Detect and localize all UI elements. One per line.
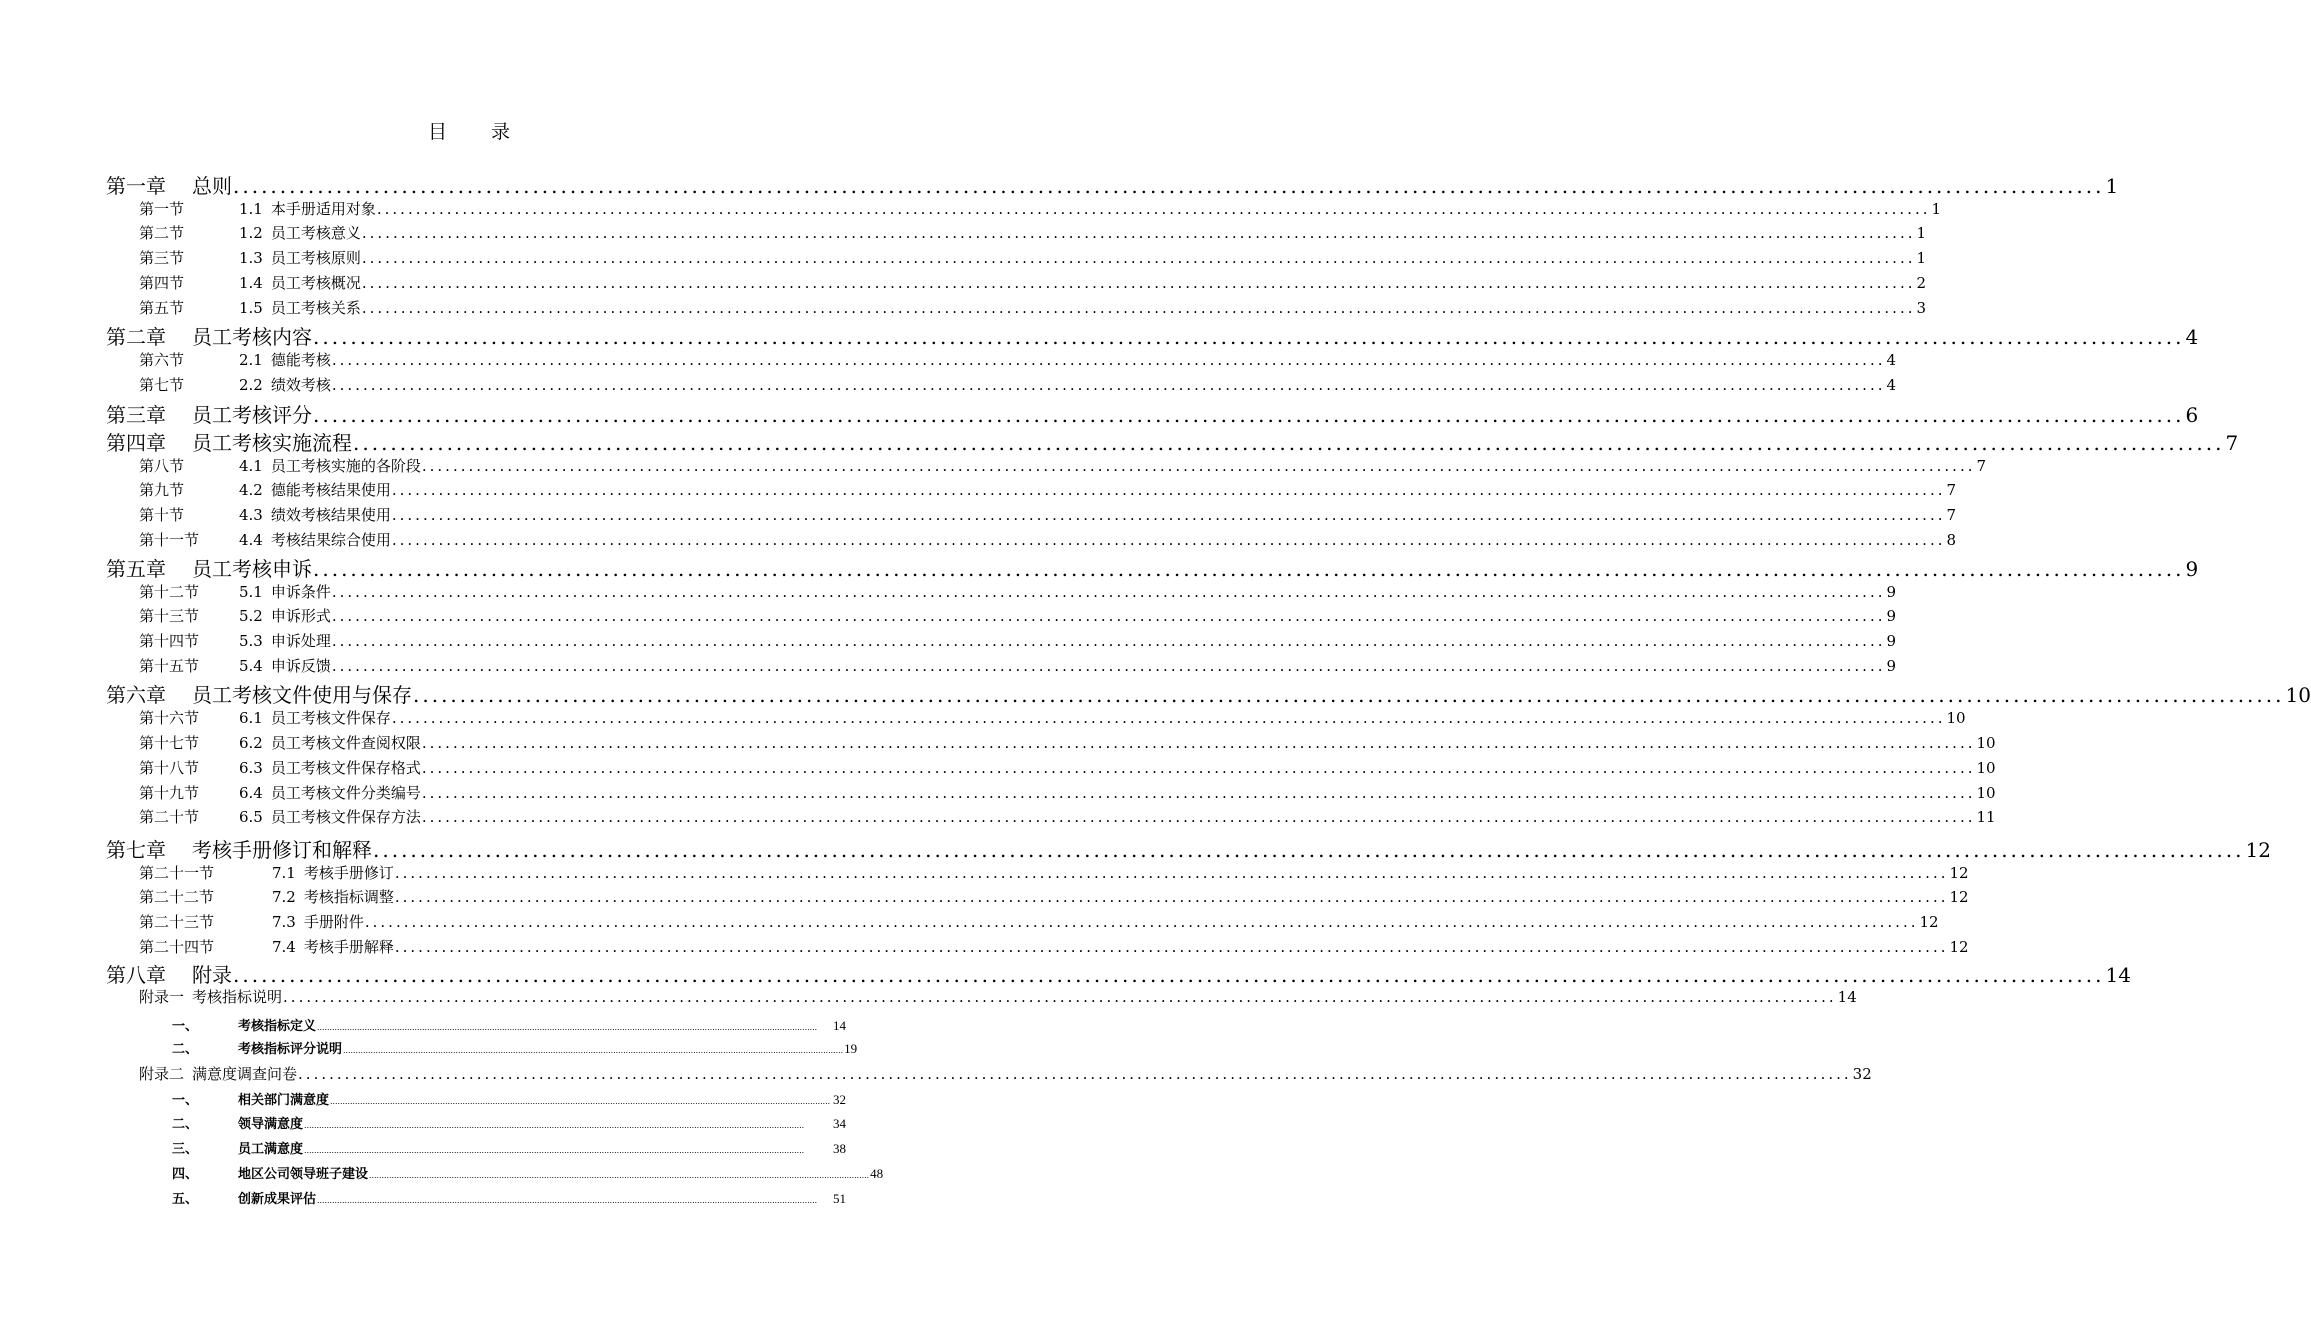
toc-entry-title: 员工考核实施的各阶段 bbox=[270, 457, 421, 475]
leader-dots: ........................................................................................................................................................................................................ bbox=[317, 1195, 818, 1205]
toc-entry[interactable] bbox=[172, 1038, 858, 1056]
toc-entry-prefix: 一、 bbox=[172, 1018, 199, 1033]
leader-dots: ........................................................................................................................................................................................................ bbox=[331, 657, 1886, 675]
toc-entry-page-number: 34 bbox=[833, 1116, 846, 1131]
leader-dots: ........................................................................................................................................................................................................ bbox=[413, 683, 2285, 707]
toc-entry[interactable] bbox=[106, 427, 2239, 455]
toc-entry-number: 4.2 bbox=[239, 481, 263, 499]
toc-entry-number: 7.3 bbox=[272, 913, 296, 931]
toc-entry-title: 考核指标评分说明 bbox=[238, 1041, 343, 1056]
toc-entry[interactable] bbox=[139, 782, 1996, 804]
toc-entry-page-number: 32 bbox=[833, 1092, 846, 1107]
leader-dots: ........................................................................................................................................................................................................ bbox=[313, 325, 2185, 349]
toc-entry-prefix: 第十六节 bbox=[139, 709, 200, 727]
toc-entry-prefix: 一、 bbox=[172, 1092, 199, 1107]
toc-entry[interactable] bbox=[139, 374, 1897, 396]
toc-entry-title: 绩效考核 bbox=[270, 376, 331, 394]
toc-entry[interactable] bbox=[139, 455, 1987, 477]
toc-entry[interactable] bbox=[139, 605, 1897, 627]
toc-entry-title: 申诉处理 bbox=[270, 632, 331, 650]
toc-entry[interactable] bbox=[139, 479, 1957, 501]
leader-dots: ........................................................................................................................................................................................................ bbox=[331, 583, 1886, 601]
toc-entry[interactable] bbox=[139, 349, 1897, 371]
toc-entry[interactable] bbox=[106, 834, 2271, 862]
toc-entry-prefix: 第五节 bbox=[139, 299, 185, 317]
toc-entry[interactable] bbox=[139, 581, 1897, 603]
toc-entry-page-number: 12 bbox=[1949, 888, 1969, 906]
toc-entry-prefix: 第二章 bbox=[106, 325, 166, 349]
leader-dots: ........................................................................................................................................................................................................ bbox=[233, 963, 2105, 987]
leader-dots: ........................................................................................................................................................................................................ bbox=[369, 1170, 870, 1180]
toc-entry-prefix: 第二节 bbox=[139, 224, 185, 242]
toc-entry-title: 德能考核结果使用 bbox=[270, 481, 391, 499]
toc-entry-page-number: 10 bbox=[1976, 784, 1996, 802]
toc-entry-page-number: 51 bbox=[833, 1191, 846, 1206]
leader-dots: ........................................................................................................................................................................................................ bbox=[391, 531, 1946, 549]
toc-entry-page-number: 9 bbox=[2185, 557, 2199, 581]
leader-dots: ........................................................................................................................................................................................................ bbox=[330, 1096, 831, 1106]
toc-entry-title: 绩效考核结果使用 bbox=[270, 506, 391, 524]
toc-entry-prefix: 第二十节 bbox=[139, 808, 200, 826]
toc-entry-title: 创新成果评估 bbox=[238, 1191, 317, 1206]
toc-entry-title: 员工考核文件使用与保存 bbox=[192, 683, 412, 707]
toc-entry-page-number: 9 bbox=[1886, 657, 1897, 675]
toc-entry-title: 员工考核评分 bbox=[192, 403, 312, 427]
toc-entry-title: 员工考核申诉 bbox=[192, 557, 312, 581]
toc-entry-prefix: 二、 bbox=[172, 1116, 199, 1131]
toc-entry-page-number: 12 bbox=[1919, 913, 1939, 931]
toc-entry-title: 员工考核内容 bbox=[192, 325, 312, 349]
toc-entry-number: 2.1 bbox=[239, 351, 263, 369]
toc-entry-page-number: 2 bbox=[1916, 274, 1927, 292]
toc-entry-page-number: 4 bbox=[1886, 351, 1897, 369]
toc-entry[interactable] bbox=[106, 553, 2199, 581]
toc-entry-page-number: 12 bbox=[1949, 864, 1969, 882]
toc-entry-title: 考核指标说明 bbox=[192, 988, 283, 1006]
toc-entry-page-number: 10 bbox=[2285, 683, 2311, 707]
toc-entry[interactable] bbox=[106, 399, 2199, 427]
leader-dots: ........................................................................................................................................................................................................ bbox=[331, 632, 1886, 650]
toc-entry-title: 总则 bbox=[192, 174, 232, 198]
toc-entry-title: 员工考核原则 bbox=[270, 249, 361, 267]
leader-dots: ........................................................................................................................................................................................................ bbox=[343, 1045, 844, 1055]
toc-entry-number: 6.1 bbox=[239, 709, 263, 727]
toc-entry-prefix: 第二十一节 bbox=[139, 864, 215, 882]
toc-entry-page-number: 10 bbox=[1976, 759, 1996, 777]
toc-entry[interactable] bbox=[139, 732, 1996, 754]
toc-entry-number: 4.4 bbox=[239, 531, 263, 549]
toc-entry-page-number: 9 bbox=[1886, 583, 1897, 601]
toc-entry-title: 考核结果综合使用 bbox=[270, 531, 391, 549]
toc-entry-prefix: 第六节 bbox=[139, 351, 185, 369]
toc-entry-page-number: 1 bbox=[2105, 174, 2119, 198]
toc-entry[interactable] bbox=[139, 862, 1969, 884]
toc-entry[interactable] bbox=[139, 936, 1969, 958]
toc-entry-title: 员工考核关系 bbox=[270, 299, 361, 317]
toc-entry-number: 6.3 bbox=[239, 759, 263, 777]
leader-dots: ........................................................................................................................................................................................................ bbox=[353, 431, 2225, 455]
toc-entry-page-number: 8 bbox=[1946, 531, 1957, 549]
toc-entry-prefix: 第一节 bbox=[139, 200, 185, 218]
toc-entry-page-number: 6 bbox=[2185, 403, 2199, 427]
toc-entry-prefix: 第十节 bbox=[139, 506, 185, 524]
toc-entry[interactable] bbox=[139, 198, 1942, 220]
toc-entry-prefix: 第十七节 bbox=[139, 734, 200, 752]
leader-dots: ........................................................................................................................................................................................................ bbox=[283, 988, 1837, 1006]
toc-entry-title: 员工考核文件保存方法 bbox=[270, 808, 421, 826]
toc-entry-page-number: 14 bbox=[833, 1018, 846, 1033]
toc-entry[interactable] bbox=[139, 757, 1996, 779]
leader-dots: ........................................................................................................................................................................................................ bbox=[313, 403, 2185, 427]
leader-dots: ........................................................................................................................................................................................................ bbox=[364, 913, 1919, 931]
toc-entry-page-number: 10 bbox=[1976, 734, 1996, 752]
toc-entry[interactable] bbox=[172, 1138, 846, 1156]
toc-entry-number: 1.3 bbox=[239, 249, 263, 267]
leader-dots: ........................................................................................................................................................................................................ bbox=[331, 607, 1886, 625]
toc-entry-page-number: 7 bbox=[1946, 506, 1957, 524]
leader-dots: ........................................................................................................................................................................................................ bbox=[304, 1120, 805, 1130]
toc-entry-title: 申诉条件 bbox=[270, 583, 331, 601]
toc-entry[interactable] bbox=[172, 1015, 846, 1033]
toc-entry[interactable] bbox=[139, 272, 1927, 294]
toc-entry-prefix: 附录一 bbox=[139, 988, 185, 1006]
toc-entry-prefix: 第八节 bbox=[139, 457, 185, 475]
toc-entry-prefix: 四、 bbox=[172, 1166, 199, 1181]
toc-entry-page-number: 7 bbox=[1946, 481, 1957, 499]
toc-entry-title: 考核手册修订和解释 bbox=[192, 838, 372, 862]
leader-dots: ........................................................................................................................................................................................................ bbox=[331, 351, 1886, 369]
toc-entry-prefix: 第九节 bbox=[139, 481, 185, 499]
toc-entry-page-number: 12 bbox=[1949, 938, 1969, 956]
toc-entry-prefix: 第十八节 bbox=[139, 759, 200, 777]
toc-entry-title: 考核指标定义 bbox=[238, 1018, 317, 1033]
leader-dots: ........................................................................................................................................................................................................ bbox=[373, 838, 2245, 862]
toc-entry[interactable] bbox=[139, 222, 1927, 244]
toc-entry[interactable] bbox=[172, 1188, 846, 1206]
toc-entry-prefix: 第三章 bbox=[106, 403, 166, 427]
toc-entry-title: 相关部门满意度 bbox=[238, 1092, 330, 1107]
toc-entry-page-number: 9 bbox=[1886, 632, 1897, 650]
toc-entry-prefix: 第二十三节 bbox=[139, 913, 215, 931]
toc-entry[interactable] bbox=[172, 1089, 846, 1107]
leader-dots: ........................................................................................................................................................................................................ bbox=[394, 938, 1949, 956]
toc-entry-title: 满意度调查问卷 bbox=[192, 1065, 298, 1083]
toc-entry-prefix: 第六章 bbox=[106, 683, 166, 707]
toc-entry[interactable] bbox=[139, 1063, 1872, 1085]
toc-entry-prefix: 五、 bbox=[172, 1191, 199, 1206]
leader-dots: ........................................................................................................................................................................................................ bbox=[421, 784, 1976, 802]
toc-entry-page-number: 48 bbox=[870, 1166, 884, 1181]
leader-dots: ........................................................................................................................................................................................................ bbox=[361, 274, 1916, 292]
toc-entry[interactable] bbox=[139, 707, 1966, 729]
toc-entry-number: 5.3 bbox=[239, 632, 263, 650]
toc-entry-page-number: 14 bbox=[1837, 988, 1857, 1006]
toc-entry-page-number: 7 bbox=[1976, 457, 1987, 475]
toc-entry-number: 1.5 bbox=[239, 299, 263, 317]
toc-entry-title: 领导满意度 bbox=[238, 1116, 304, 1131]
toc-entry-title: 员工考核文件保存格式 bbox=[270, 759, 421, 777]
toc-entry-title: 本手册适用对象 bbox=[270, 200, 376, 218]
toc-entry-number: 7.4 bbox=[272, 938, 296, 956]
toc-entry-title: 考核手册解释 bbox=[303, 938, 394, 956]
toc-entry-page-number: 9 bbox=[1886, 607, 1897, 625]
toc-entry-page-number: 4 bbox=[2185, 325, 2199, 349]
leader-dots: ........................................................................................................................................................................................................ bbox=[421, 808, 1976, 826]
leader-dots: ........................................................................................................................................................................................................ bbox=[421, 734, 1976, 752]
toc-entry-number: 4.3 bbox=[239, 506, 263, 524]
toc-entry-page-number: 10 bbox=[1946, 709, 1966, 727]
toc-entry[interactable] bbox=[106, 679, 2311, 707]
leader-dots: ........................................................................................................................................................................................................ bbox=[391, 709, 1946, 727]
toc-entry-title: 员工考核文件保存 bbox=[270, 709, 391, 727]
toc-entry-title: 员工考核概况 bbox=[270, 274, 361, 292]
toc-entry-number: 1.2 bbox=[239, 224, 263, 242]
toc-entry-prefix: 二、 bbox=[172, 1041, 199, 1056]
toc-entry-page-number: 4 bbox=[1886, 376, 1897, 394]
leader-dots: ........................................................................................................................................................................................................ bbox=[376, 200, 1931, 218]
toc-entry-title: 申诉反馈 bbox=[270, 657, 331, 675]
toc-entry-prefix: 第十九节 bbox=[139, 784, 200, 802]
toc-entry[interactable] bbox=[172, 1163, 884, 1181]
leader-dots: ........................................................................................................................................................................................................ bbox=[361, 249, 1916, 267]
toc-entry-number: 5.2 bbox=[239, 607, 263, 625]
leader-dots: ........................................................................................................................................................................................................ bbox=[361, 224, 1916, 242]
toc-entry-number: 2.2 bbox=[239, 376, 263, 394]
toc-entry-page-number: 1 bbox=[1916, 224, 1927, 242]
toc-entry-prefix: 附录二 bbox=[139, 1065, 185, 1083]
toc-entry[interactable] bbox=[139, 297, 1927, 319]
toc-entry-number: 5.1 bbox=[239, 583, 263, 601]
toc-entry-page-number: 32 bbox=[1852, 1065, 1872, 1083]
leader-dots: ........................................................................................................................................................................................................ bbox=[421, 457, 1976, 475]
toc-entry-title: 员工考核意义 bbox=[270, 224, 361, 242]
toc-entry-page-number: 11 bbox=[1976, 808, 1996, 826]
toc-entry-number: 6.4 bbox=[239, 784, 263, 802]
toc-entry-number: 6.2 bbox=[239, 734, 263, 752]
toc-entry-number: 4.1 bbox=[239, 457, 263, 475]
toc-entry[interactable] bbox=[139, 806, 1996, 828]
toc-entry-page-number: 12 bbox=[2245, 838, 2271, 862]
toc-entry-prefix: 第一章 bbox=[106, 174, 166, 198]
leader-dots: ........................................................................................................................................................................................................ bbox=[394, 888, 1949, 906]
toc-entry-page-number: 1 bbox=[1916, 249, 1927, 267]
toc-entry[interactable] bbox=[106, 170, 2119, 198]
toc-entry-title: 手册附件 bbox=[303, 913, 364, 931]
toc-entry-title: 德能考核 bbox=[270, 351, 331, 369]
toc-entry-title: 附录 bbox=[192, 963, 232, 987]
leader-dots: ........................................................................................................................................................................................................ bbox=[313, 557, 2185, 581]
toc-entry[interactable] bbox=[139, 886, 1969, 908]
toc-entry-prefix: 第七节 bbox=[139, 376, 185, 394]
toc-entry-title: 地区公司领导班子建设 bbox=[238, 1166, 369, 1181]
toc-entry-number: 7.2 bbox=[272, 888, 296, 906]
toc-entry-prefix: 第十四节 bbox=[139, 632, 200, 650]
toc-entry[interactable] bbox=[139, 655, 1897, 677]
toc-entry-prefix: 第四章 bbox=[106, 431, 166, 455]
toc-entry[interactable] bbox=[172, 1113, 846, 1131]
toc-entry-title: 员工考核文件分类编号 bbox=[270, 784, 421, 802]
toc-entry-title: 申诉形式 bbox=[270, 607, 331, 625]
toc-entry-prefix: 第二十四节 bbox=[139, 938, 215, 956]
toc-entry-prefix: 第八章 bbox=[106, 963, 166, 987]
toc-entry-prefix: 第十五节 bbox=[139, 657, 200, 675]
toc-entry[interactable] bbox=[139, 504, 1957, 526]
leader-dots: ........................................................................................................................................................................................................ bbox=[391, 481, 1946, 499]
toc-entry[interactable] bbox=[106, 321, 2199, 349]
toc-entry-title: 员工满意度 bbox=[238, 1141, 304, 1156]
toc-entry-number: 7.1 bbox=[272, 864, 296, 882]
toc-entry-title: 考核手册修订 bbox=[303, 864, 394, 882]
leader-dots: ........................................................................................................................................................................................................ bbox=[304, 1145, 805, 1155]
leader-dots: ........................................................................................................................................................................................................ bbox=[317, 1022, 818, 1032]
leader-dots: ........................................................................................................................................................................................................ bbox=[421, 759, 1976, 777]
toc-entry-prefix: 第四节 bbox=[139, 274, 185, 292]
toc-entry-prefix: 三、 bbox=[172, 1141, 199, 1156]
leader-dots: ........................................................................................................................................................................................................ bbox=[298, 1065, 1852, 1083]
toc-entry[interactable] bbox=[139, 247, 1927, 269]
toc-entry-title: 员工考核文件查阅权限 bbox=[270, 734, 421, 752]
toc-entry-title: 考核指标调整 bbox=[303, 888, 394, 906]
toc-title: 目录 bbox=[427, 121, 554, 143]
toc-entry-page-number: 14 bbox=[2105, 963, 2131, 987]
leader-dots: ........................................................................................................................................................................................................ bbox=[233, 174, 2105, 198]
toc-entry-page-number: 3 bbox=[1916, 299, 1927, 317]
toc-entry-page-number: 7 bbox=[2225, 431, 2239, 455]
toc-entry-prefix: 第七章 bbox=[106, 838, 166, 862]
toc-entry[interactable] bbox=[139, 986, 1857, 1008]
toc-entry[interactable] bbox=[139, 630, 1897, 652]
toc-entry-prefix: 第十一节 bbox=[139, 531, 200, 549]
toc-entry-page-number: 19 bbox=[844, 1041, 858, 1056]
toc-entry-title: 员工考核实施流程 bbox=[192, 431, 352, 455]
toc-entry[interactable] bbox=[106, 959, 2131, 987]
toc-entry-page-number: 38 bbox=[833, 1141, 846, 1156]
toc-entry[interactable] bbox=[139, 529, 1957, 551]
leader-dots: ........................................................................................................................................................................................................ bbox=[394, 864, 1949, 882]
toc-entry-number: 5.4 bbox=[239, 657, 263, 675]
toc-entry-page-number: 1 bbox=[1931, 200, 1942, 218]
toc-entry[interactable] bbox=[139, 911, 1939, 933]
toc-entry-number: 1.4 bbox=[239, 274, 263, 292]
leader-dots: ........................................................................................................................................................................................................ bbox=[331, 376, 1886, 394]
toc-entry-prefix: 第十二节 bbox=[139, 583, 200, 601]
toc-entry-prefix: 第五章 bbox=[106, 557, 166, 581]
toc-entry-number: 1.1 bbox=[239, 200, 263, 218]
leader-dots: ........................................................................................................................................................................................................ bbox=[361, 299, 1916, 317]
toc-entry-prefix: 第二十二节 bbox=[139, 888, 215, 906]
toc-entry-number: 6.5 bbox=[239, 808, 263, 826]
leader-dots: ........................................................................................................................................................................................................ bbox=[391, 506, 1946, 524]
toc-entry-prefix: 第三节 bbox=[139, 249, 185, 267]
toc-entry-prefix: 第十三节 bbox=[139, 607, 200, 625]
